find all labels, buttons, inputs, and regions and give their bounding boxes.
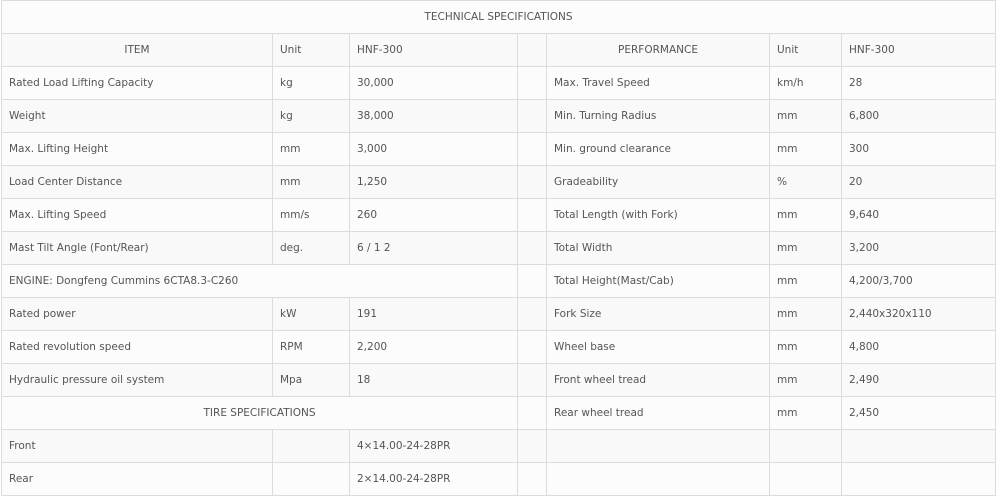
perf-unit: % [770,166,842,199]
table-row [2,298,996,331]
perf-unit: mm [770,100,842,133]
perf-unit: mm [770,397,842,430]
right-header-unit: Unit [770,34,842,67]
spec-value: 3,000 [350,133,518,166]
left-header-item: ITEM [2,34,273,67]
spacer-cell [518,199,547,232]
perf-item: Gradeability [547,166,770,199]
spec-table [1,0,996,496]
header-row [2,34,996,67]
perf-unit [770,463,842,496]
spec-unit: mm [273,133,350,166]
perf-item [547,430,770,463]
perf-value: 3,200 [842,232,996,265]
right-header-item: PERFORMANCE [547,34,770,67]
spacer-cell [518,463,547,496]
spec-unit: RPM [273,331,350,364]
spec-item: Front [2,430,273,463]
spacer-cell [518,166,547,199]
spec-value: 4×14.00-24-28PR [350,430,518,463]
perf-unit: mm [770,199,842,232]
spec-item: Load Center Distance [2,166,273,199]
spacer-cell [518,34,547,67]
perf-value: 6,800 [842,100,996,133]
perf-unit: mm [770,331,842,364]
spec-unit [273,430,350,463]
tire-label: TIRE SPECIFICATIONS [2,397,518,430]
perf-item: Total Width [547,232,770,265]
perf-item: Fork Size [547,298,770,331]
spec-value: 191 [350,298,518,331]
perf-unit: mm [770,364,842,397]
spec-value: 18 [350,364,518,397]
perf-value: 28 [842,67,996,100]
spec-value: 2×14.00-24-28PR [350,463,518,496]
perf-item: Front wheel tread [547,364,770,397]
perf-item: Total Length (with Fork) [547,199,770,232]
spec-unit: kg [273,100,350,133]
left-header-unit: Unit [273,34,350,67]
perf-value: 4,800 [842,331,996,364]
spec-value: 38,000 [350,100,518,133]
perf-item [547,463,770,496]
perf-item: Max. Travel Speed [547,67,770,100]
perf-item: Min. Turning Radius [547,100,770,133]
spec-item: Hydraulic pressure oil system [2,364,273,397]
table-row [2,199,996,232]
spec-unit: mm [273,166,350,199]
perf-value: 20 [842,166,996,199]
spec-item: Mast Tilt Angle (Font/Rear) [2,232,273,265]
perf-value: 2,490 [842,364,996,397]
spec-item: Weight [2,100,273,133]
table-row [2,364,996,397]
perf-item: Min. ground clearance [547,133,770,166]
perf-value: 2,450 [842,397,996,430]
table-row [2,265,996,298]
table-title: TECHNICAL SPECIFICATIONS [2,1,996,34]
spec-item: Rated Load Lifting Capacity [2,67,273,100]
spec-value: 2,200 [350,331,518,364]
spacer-cell [518,265,547,298]
spec-unit: Mpa [273,364,350,397]
spacer-cell [518,298,547,331]
perf-unit: mm [770,265,842,298]
table-row [2,67,996,100]
spec-unit: kW [273,298,350,331]
perf-unit: mm [770,232,842,265]
spec-item: Rear [2,463,273,496]
perf-value [842,430,996,463]
table-row [2,232,996,265]
table-row [2,166,996,199]
spec-item: Rated revolution speed [2,331,273,364]
perf-unit: mm [770,298,842,331]
table-row [2,397,996,430]
spec-value: 1,250 [350,166,518,199]
perf-item: Rear wheel tread [547,397,770,430]
spec-item: Max. Lifting Speed [2,199,273,232]
title-row [2,1,996,34]
perf-value: 4,200/3,700 [842,265,996,298]
perf-value: 9,640 [842,199,996,232]
spec-item: Rated power [2,298,273,331]
spec-value: 6 / 1 2 [350,232,518,265]
perf-item: Total Height(Mast/Cab) [547,265,770,298]
spacer-cell [518,364,547,397]
right-header-model: HNF-300 [842,34,996,67]
spacer-cell [518,67,547,100]
spec-value: 260 [350,199,518,232]
perf-unit: mm [770,133,842,166]
perf-value [842,463,996,496]
table-row [2,430,996,463]
perf-value: 2,440x320x110 [842,298,996,331]
spacer-cell [518,397,547,430]
table-row [2,133,996,166]
perf-unit: km/h [770,67,842,100]
spec-value: 30,000 [350,67,518,100]
spacer-cell [518,232,547,265]
spec-item: Max. Lifting Height [2,133,273,166]
spec-unit: deg. [273,232,350,265]
spacer-cell [518,100,547,133]
perf-unit [770,430,842,463]
table-row [2,463,996,496]
spec-unit: mm/s [273,199,350,232]
perf-item: Wheel base [547,331,770,364]
spacer-cell [518,430,547,463]
spec-unit: kg [273,67,350,100]
engine-label: ENGINE: Dongfeng Cummins 6CTA8.3-C260 [2,265,518,298]
table-row [2,100,996,133]
spacer-cell [518,331,547,364]
table-row [2,331,996,364]
left-header-model: HNF-300 [350,34,518,67]
perf-value: 300 [842,133,996,166]
spacer-cell [518,133,547,166]
spec-unit [273,463,350,496]
